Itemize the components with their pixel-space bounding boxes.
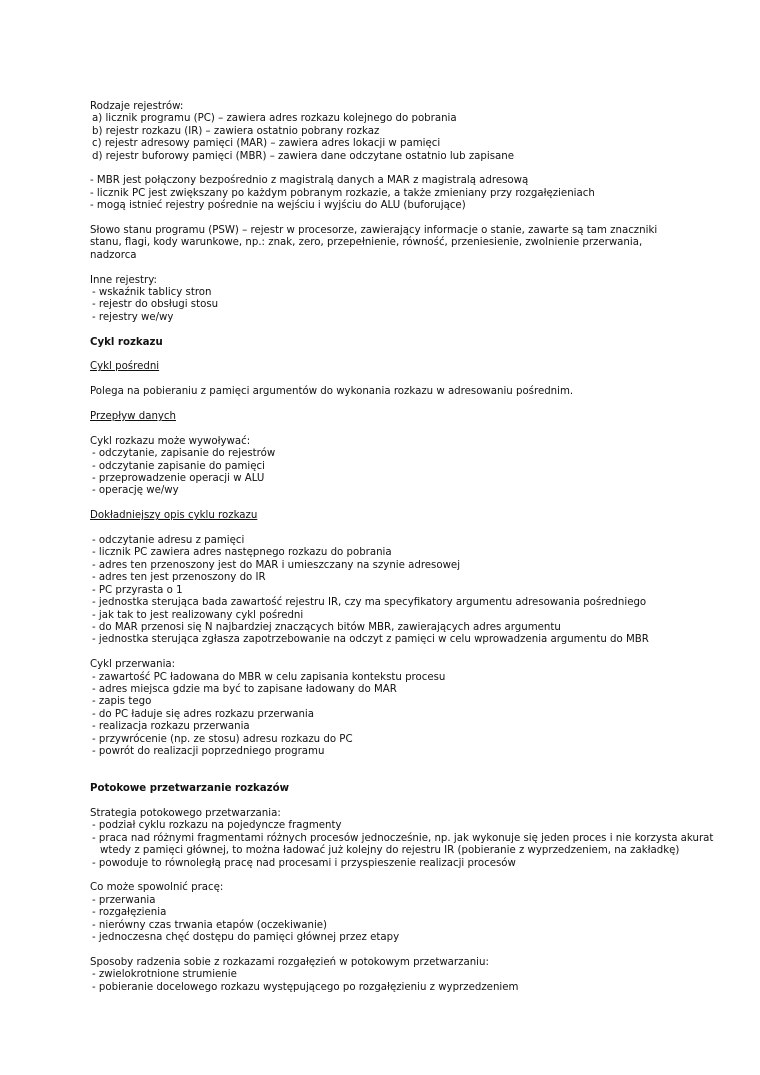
register-note: - licznik PC jest zwiększany po każdym pobranym rozkazie, a także zmieniany przy rozgałęzieniach	[90, 187, 595, 199]
interrupt-item: - adres miejsca gdzie ma być to zapisane ładowany do MAR	[92, 683, 397, 695]
data-flow-item: - przeprowadzenie operacji w ALU	[92, 473, 265, 485]
interrupt-item: - zawartość PC ładowana do MBR w celu zapisania kontekstu procesu	[92, 671, 446, 683]
other-register-item: - rejestry we/wy	[92, 311, 174, 323]
strategy-intro: Strategia potokowego przetwarzania:	[90, 807, 281, 819]
register-item-a: a) licznik programu (PC) – zawiera adres rozkazu kolejnego do pobrania	[92, 113, 457, 125]
detail-item: - licznik PC zawiera adres następnego rozkazu do pobrania	[92, 547, 392, 559]
section-title-cycle: Cykl rozkazu	[90, 336, 163, 348]
slowdown-item: - jednoczesna chęć dostępu do pamięci głównej przez etapy	[92, 931, 400, 943]
section-title-pipeline: Potokowe przetwarzanie rozkazów	[90, 783, 289, 795]
subtitle-data-flow: Przepływ danych	[90, 411, 176, 423]
register-item-c: c) rejestr adresowy pamięci (MAR) – zawiera adres lokacji w pamięci	[92, 138, 441, 150]
slowdown-item: - nierówny czas trwania etapów (oczekiwanie)	[92, 919, 328, 931]
detail-item: - adres ten jest przenoszony do IR	[92, 572, 266, 584]
interrupt-item: - przywrócenie (np. ze stosu) adresu rozkazu do PC	[92, 733, 353, 745]
document-page	[90, 101, 714, 994]
slowdown-intro: Co może spowolnić pracę:	[90, 882, 224, 894]
slowdown-item: - przerwania	[92, 894, 156, 906]
register-item-b: b) rejestr rozkazu (IR) – zawiera ostatnio pobrany rozkaz	[92, 125, 380, 137]
interrupt-item: - zapis tego	[92, 696, 152, 708]
interrupt-cycle-intro: Cykl przerwania:	[90, 659, 176, 671]
data-flow-item: - odczytanie, zapisanie do rejestrów	[92, 448, 276, 460]
register-item-d: d) rejestr buforowy pamięci (MBR) – zawiera dane odczytane ostatnio lub zapisane	[92, 150, 514, 162]
data-flow-intro: Cykl rozkazu może wywoływać:	[90, 435, 251, 447]
other-registers-heading: Inne rejestry:	[90, 274, 157, 286]
subtitle-detailed-cycle: Dokładniejszy opis cyklu rozkazu	[90, 510, 258, 522]
indirect-cycle-text: Polega na pobieraniu z pamięci argumentów do wykonania rozkazu w adresowaniu pośrednim.	[90, 386, 574, 398]
other-register-item: - rejestr do obsługi stosu	[92, 299, 219, 311]
strategy-item: - powoduje to równoległą pracę nad procesami i przyspieszenie realizacji procesów	[92, 857, 516, 869]
register-note: - MBR jest połączony bezpośrednio z magistralą danych a MAR z magistralą adresową	[90, 175, 529, 187]
psw-paragraph: Słowo stanu programu (PSW) – rejestr w procesorze, zawierający informacje o stanie, zawarte są tam znaczniki stanu, flagi, kody warunkowe, np.: znak, zero, przepełnienie, równość, przeniesienie, zwolnienie przerwania, nadzorca	[90, 225, 658, 261]
strategy-item: - podział cyklu rozkazu na pojedyncze fragmenty	[92, 820, 342, 832]
register-note: - mogą istnieć rejestry pośrednie na wejściu i wyjściu do ALU (buforujące)	[90, 200, 466, 212]
data-flow-item: - odczytanie zapisanie do pamięci	[92, 460, 265, 472]
interrupt-item: - do PC ładuje się adres rozkazu przerwania	[92, 708, 314, 720]
detail-item: - PC przyrasta o 1	[92, 584, 183, 596]
detail-item: - odczytanie adresu z pamięci	[92, 535, 245, 547]
data-flow-item: - operację we/wy	[92, 485, 179, 497]
registers-heading: Rodzaje rejestrów:	[90, 101, 184, 112]
branch-handling-intro: Sposoby radzenia sobie z rozkazami rozgałęzień w potokowym przetwarzaniu:	[90, 956, 489, 968]
slowdown-item: - rozgałęzienia	[92, 907, 167, 919]
detail-item: - adres ten przenoszony jest do MAR i umieszczany na szynie adresowej	[92, 559, 461, 571]
detail-item: - do MAR przenosi się N najbardziej znaczących bitów MBR, zawierających adres argumentu	[92, 621, 561, 633]
subtitle-indirect-cycle: Cykl pośredni	[90, 361, 160, 373]
interrupt-item: - realizacja rozkazu przerwania	[92, 721, 250, 733]
detail-item: - jak tak to jest realizowany cykl pośredni	[92, 609, 304, 621]
interrupt-item: - powrót do realizacji poprzedniego programu	[92, 745, 325, 757]
detail-item: - jednostka sterująca bada zawartość rejestru IR, czy ma specyfikatory argumentu adresowania pośredniego	[92, 597, 647, 609]
branch-handling-item: - zwielokrotnione strumienie	[92, 969, 237, 981]
branch-handling-item: - pobieranie docelowego rozkazu występującego po rozgałęzieniu z wyprzedzeniem	[92, 981, 519, 993]
other-register-item: - wskaźnik tablicy stron	[92, 287, 212, 299]
strategy-item-continued: wtedy z pamięci głównej, to można ładować już kolejny do rejestru IR (pobieranie z wyprzedzeniem, na zakładkę)	[100, 845, 680, 857]
detail-item: - jednostka sterująca zgłasza zapotrzebowanie na odczyt z pamięci w celu wprowadzenia argumentu do MBR	[92, 634, 649, 646]
strategy-item: - praca nad różnymi fragmentami różnych procesów jednocześnie, np. jak wykonuje się jeden proces i nie korzysta akurat	[92, 832, 714, 844]
